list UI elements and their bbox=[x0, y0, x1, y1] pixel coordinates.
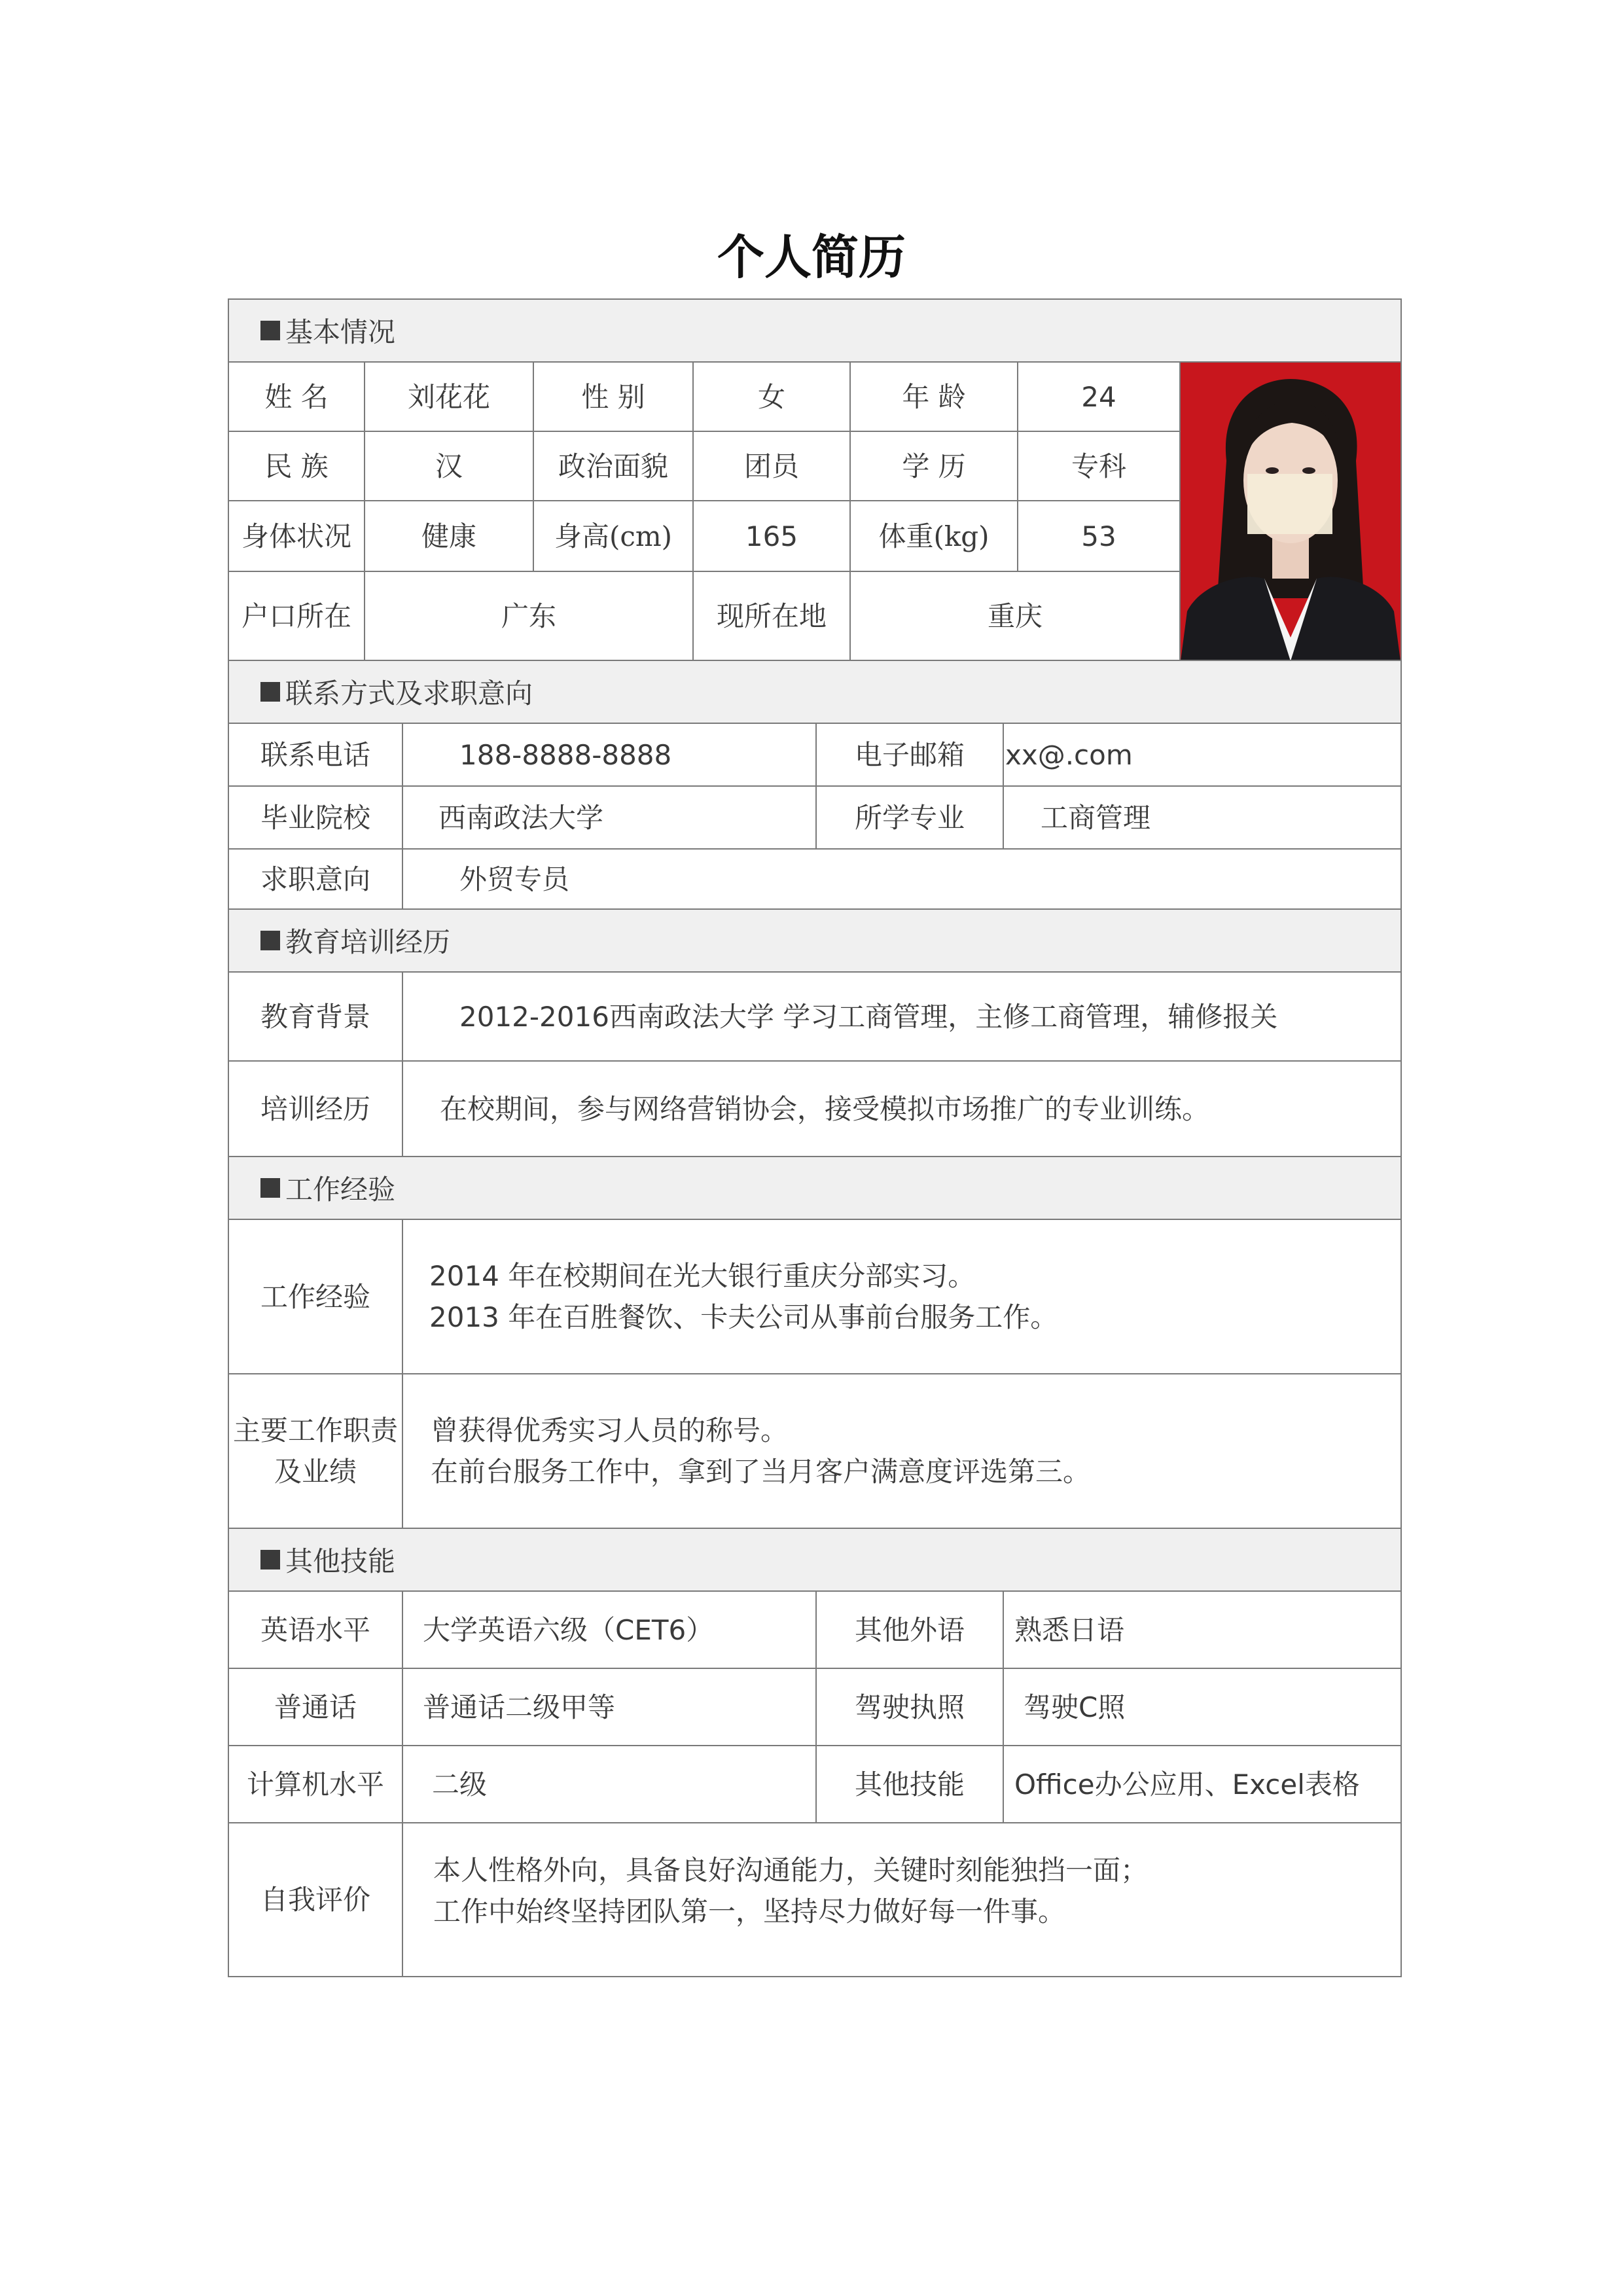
education-background-label: 教育背景 bbox=[229, 973, 403, 1062]
license-pre: 驾驶 bbox=[1024, 1691, 1079, 1723]
section-title: 联系方式及求职意向 bbox=[285, 677, 533, 709]
phone-value: 188-8888-8888 bbox=[403, 724, 817, 787]
computer-value: 二级 bbox=[403, 1746, 817, 1823]
school-label: 毕业院校 bbox=[229, 787, 403, 850]
major-label: 所学专业 bbox=[817, 787, 1004, 850]
section-basic bbox=[229, 300, 1400, 363]
training-label: 培训经历 bbox=[229, 1062, 403, 1157]
weight-value: 53 bbox=[1018, 501, 1181, 572]
email-value: xx@.com bbox=[1004, 724, 1400, 787]
section-title: 教育培训经历 bbox=[285, 926, 451, 958]
age-label: 年 龄 bbox=[851, 363, 1018, 432]
education-background-value bbox=[403, 973, 1400, 1062]
section-title: 工作经验 bbox=[285, 1174, 396, 1206]
other-language-value: 熟悉日语 bbox=[1004, 1592, 1400, 1669]
self-evaluation-lines bbox=[433, 1850, 1148, 1932]
other-skill-label: 其他技能 bbox=[817, 1746, 1004, 1823]
experience-line-2 bbox=[429, 1297, 1058, 1338]
other-skill-excel: Excel bbox=[1232, 1768, 1305, 1801]
license-value bbox=[1004, 1669, 1400, 1746]
gender-value: 女 bbox=[694, 363, 851, 432]
experience-lines bbox=[429, 1255, 1058, 1338]
license-label: 驾驶执照 bbox=[817, 1669, 1004, 1746]
english-post: ） bbox=[686, 1613, 714, 1646]
other-language-label: 其他外语 bbox=[817, 1592, 1004, 1669]
duties-value bbox=[403, 1374, 1400, 1529]
mandarin-value: 普通话二级甲等 bbox=[403, 1669, 817, 1746]
age-value: 24 bbox=[1018, 363, 1181, 432]
other-skill-office: Office bbox=[1014, 1768, 1095, 1801]
duties-label bbox=[229, 1374, 403, 1529]
name-value: 刘花花 bbox=[365, 363, 534, 432]
duties-line-2: 在前台服务工作中，拿到了当月客户满意度评选第三。 bbox=[431, 1456, 1091, 1488]
section-square-icon bbox=[260, 1178, 280, 1198]
section-contact bbox=[229, 661, 1400, 724]
gender-label: 性 别 bbox=[534, 363, 694, 432]
email-label: 电子邮箱 bbox=[817, 724, 1004, 787]
political-value: 团员 bbox=[694, 432, 851, 501]
section-title: 其他技能 bbox=[285, 1545, 396, 1577]
duties-lines bbox=[431, 1410, 1090, 1492]
hukou-value: 广东 bbox=[365, 572, 694, 661]
section-square-icon bbox=[260, 1550, 280, 1570]
experience-value bbox=[403, 1220, 1400, 1374]
name-label: 姓 名 bbox=[229, 363, 365, 432]
location-label: 现所在地 bbox=[694, 572, 851, 661]
experience-line-1 bbox=[429, 1255, 1058, 1297]
self-evaluation-value bbox=[403, 1823, 1400, 1976]
english-value bbox=[403, 1592, 817, 1669]
experience-2-year: 2013 bbox=[429, 1301, 499, 1333]
hukou-label: 户口所在 bbox=[229, 572, 365, 661]
english-cert: CET6 bbox=[615, 1613, 687, 1646]
duties-label-line-1: 主要工作职责 bbox=[232, 1414, 398, 1446]
education-years: 2012-2016 bbox=[459, 1000, 609, 1033]
mandarin-label: 普通话 bbox=[229, 1669, 403, 1746]
school-value: 西南政法大学 bbox=[403, 787, 817, 850]
ethnicity-value: 汉 bbox=[365, 432, 534, 501]
duties-label-lines bbox=[233, 1410, 398, 1492]
major-value: 工商管理 bbox=[1004, 787, 1400, 850]
health-value: 健康 bbox=[365, 501, 534, 572]
experience-1-year: 2014 bbox=[429, 1260, 499, 1292]
license-class: C bbox=[1079, 1691, 1098, 1723]
height-value: 165 bbox=[694, 501, 851, 572]
computer-label: 计算机水平 bbox=[229, 1746, 403, 1823]
health-label: 身体状况 bbox=[229, 501, 365, 572]
degree-label: 学 历 bbox=[851, 432, 1018, 501]
page-title: 个人简历 bbox=[717, 229, 906, 285]
location-value: 重庆 bbox=[851, 572, 1181, 661]
self-evaluation-line-2: 工作中始终坚持团队第一，坚持尽力做好每一件事。 bbox=[433, 1895, 1066, 1928]
weight-label: 体重(kg) bbox=[851, 501, 1018, 572]
resume-table bbox=[228, 298, 1402, 1977]
experience-1-text: 年在校期间在光大银行重庆分部实习。 bbox=[499, 1260, 976, 1292]
section-education bbox=[229, 910, 1400, 973]
profile-photo bbox=[1181, 363, 1400, 661]
other-skill-value bbox=[1004, 1746, 1400, 1823]
other-skill-text-2: 表格 bbox=[1304, 1768, 1360, 1801]
self-evaluation-label: 自我评价 bbox=[229, 1823, 403, 1976]
phone-label: 联系电话 bbox=[229, 724, 403, 787]
section-work bbox=[229, 1157, 1400, 1220]
other-skill-text-1: 办公应用、 bbox=[1094, 1768, 1232, 1801]
english-label: 英语水平 bbox=[229, 1592, 403, 1669]
section-title: 基本情况 bbox=[285, 316, 396, 348]
license-post: 照 bbox=[1097, 1691, 1126, 1723]
duties-label-line-2: 及业绩 bbox=[274, 1456, 357, 1488]
intent-label: 求职意向 bbox=[229, 850, 403, 910]
education-text: 西南政法大学 学习工商管理，主修工商管理，辅修报关 bbox=[609, 1000, 1278, 1033]
political-label: 政治面貌 bbox=[534, 432, 694, 501]
experience-label: 工作经验 bbox=[229, 1220, 403, 1374]
section-square-icon bbox=[260, 321, 280, 340]
section-skills bbox=[229, 1529, 1400, 1592]
section-square-icon bbox=[260, 682, 280, 702]
experience-2-text: 年在百胜餐饮、卡夫公司从事前台服务工作。 bbox=[499, 1301, 1058, 1333]
section-square-icon bbox=[260, 931, 280, 950]
ethnicity-label: 民 族 bbox=[229, 432, 365, 501]
duties-line-1: 曾获得优秀实习人员的称号。 bbox=[431, 1414, 789, 1446]
intent-value: 外贸专员 bbox=[403, 850, 1400, 910]
self-evaluation-line-1: 本人性格外向，具备良好沟通能力，关键时刻能独挡一面； bbox=[433, 1854, 1149, 1886]
height-label: 身高(cm) bbox=[534, 501, 694, 572]
english-pre: 大学英语六级（ bbox=[423, 1613, 616, 1646]
training-value: 在校期间，参与网络营销协会，接受模拟市场推广的专业训练。 bbox=[403, 1062, 1400, 1157]
portrait-image bbox=[1181, 363, 1400, 661]
degree-value: 专科 bbox=[1018, 432, 1181, 501]
